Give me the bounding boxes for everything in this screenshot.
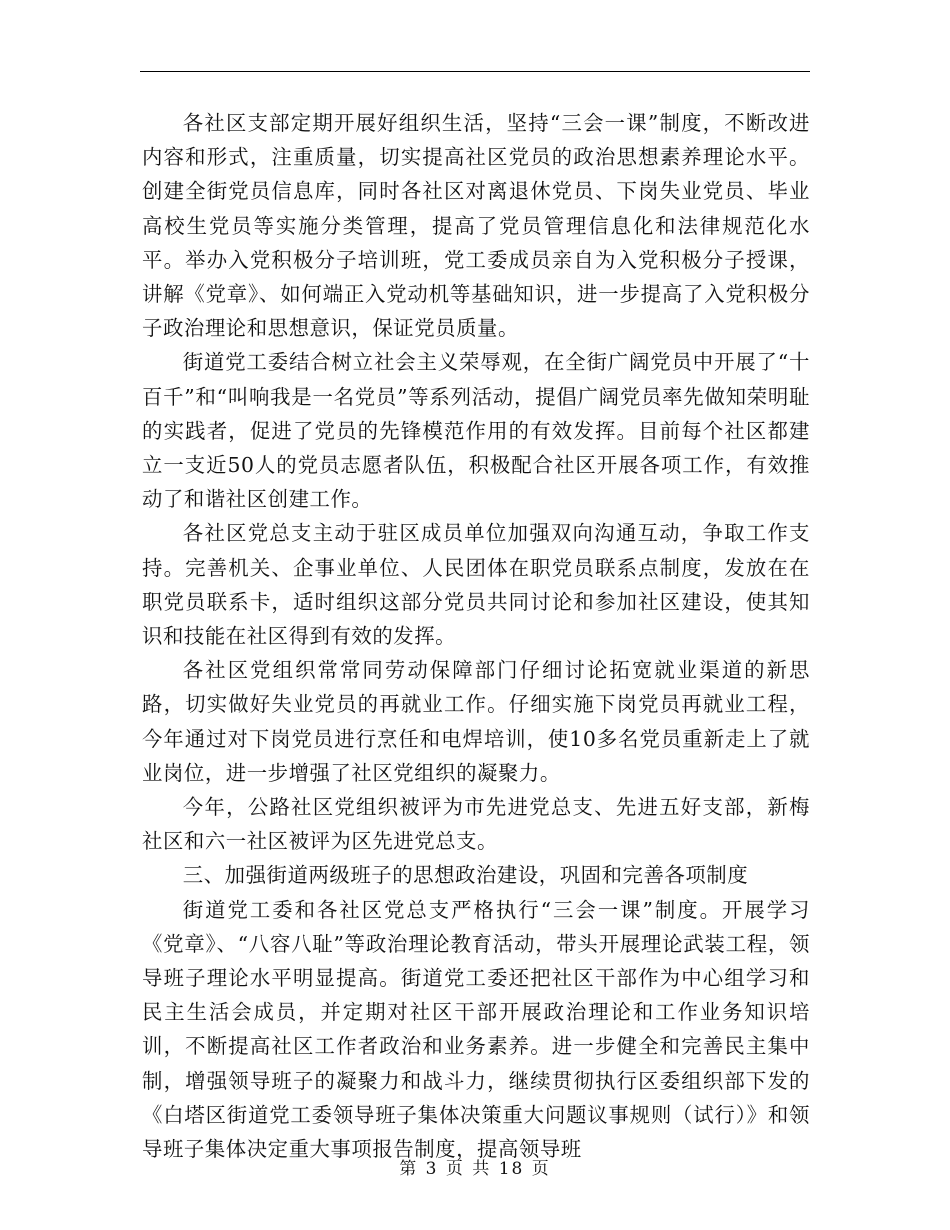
paragraph-6: 街道党工委和各社区党总支严格执行“三会一课”制度。开展学习《党章》、“八容八耻”等政治理论教育活动，带头开展理论武装工程，领导班子理论水平明显提高。街道党工委还把社区干部作为中心组学习和民主生活会成员，并定期对社区干部开展政治理论和工作业务知识培训，不断提高社区工作者政治和业务素养。进一步健全和完善民主集中制，增强领导班子的凝聚力和战斗力，继续贯彻执行区委组织部下发的《白塔区街道党工委领导班子集体决策重大问题议事规则（试行）》和领导班子集体决定重大事项报告制度，提高领导班: [142, 897, 810, 1162]
paragraph-2: 街道党工委结合树立社会主义荣辱观，在全街广阔党员中开展了“十百千”和“叫响我是一名党员”等系列活动，提倡广阔党员率先做知荣明耻的实践者，促进了党员的先锋模范作用的有效发挥。目前每个社区都建立一支近50人的党员志愿者队伍，积极配合社区开展各项工作，有效推动了和谐社区创建工作。: [142, 350, 810, 512]
paragraph-5: 今年，公路社区党组织被评为市先进党总支、先进五好支部，新梅社区和六一社区被评为区先进党总支。: [142, 795, 810, 854]
paragraph-3: 各社区党总支主动于驻区成员单位加强双向沟通互动，争取工作支持。完善机关、企事业单位、人民团体在职党员联系点制度，发放在在职党员联系卡，适时组织这部分党员共同讨论和参加社区建设，使其知识和技能在社区得到有效的发挥。: [142, 521, 810, 649]
page-footer: 第 3 页 共 18 页: [399, 1159, 551, 1179]
header-rule: [140, 71, 810, 72]
paragraph-4: 各社区党组织常常同劳动保障部门仔细讨论拓宽就业渠道的新思路，切实做好失业党员的再就业工作。仔细实施下岗党员再就业工程，今年通过对下岗党员进行烹任和电焊培训，使10多名党员重新走上了就业岗位，进一步增强了社区党组织的凝聚力。: [142, 658, 810, 785]
document-body: [142, 106, 810, 1166]
paragraph-1: 各社区支部定期开展好组织生活，坚持“三会一课”制度，不断改进内容和形式，注重质量，切实提高社区党员的政治思想素养理论水平。创建全街党员信息库，同时各社区对离退休党员、下岗失业党员、毕业高校生党员等实施分类管理，提高了党员管理信息化和法律规范化水平。举办入党积极分子培训班，党工委成员亲自为入党积极分子授课，讲解《党章》、如何端正入党动机等基础知识，进一步提高了入党积极分子政治理论和思想意识，保证党员质量。: [142, 111, 810, 341]
section-heading: 三、加强街道两级班子的思想政治建设，巩固和完善各项制度: [182, 863, 749, 888]
